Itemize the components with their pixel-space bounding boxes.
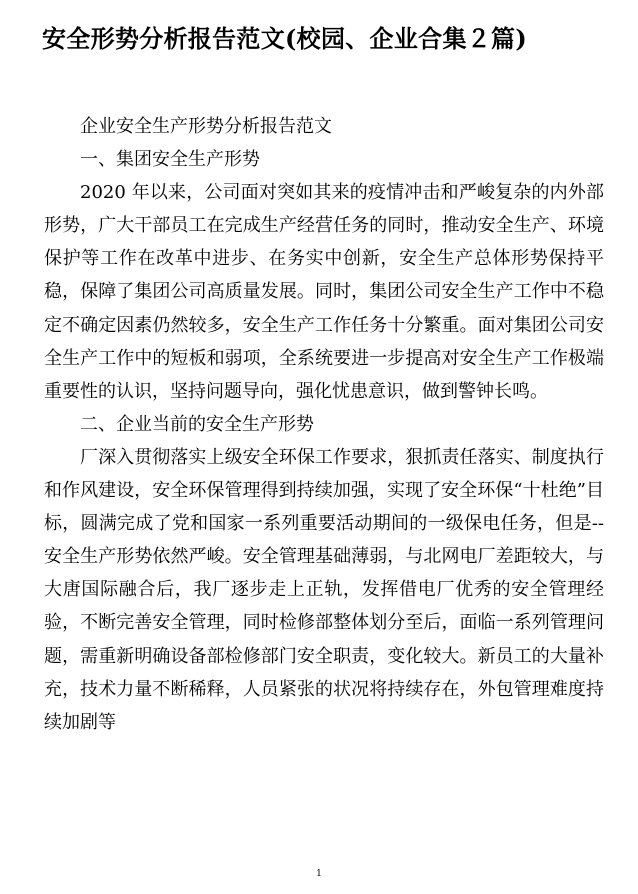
document-body bbox=[44, 110, 604, 739]
page-number: 1 bbox=[316, 869, 322, 879]
section-2-heading: 二、企业当前的安全生产形势 bbox=[80, 413, 314, 435]
subtitle: 企业安全生产形势分析报告范文 bbox=[80, 116, 332, 137]
section-2-paragraph: 厂深入贯彻落实上级安全环保工作要求，狠抓责任落实、制度执行和作风建设，安全环保管理得到持续加强，实现了安全环保“十杜绝”目标，圆满完成了党和国家一系列重要活动期间的一级保电任务，但是--安全生产形势依然严峻。安全管理基础薄弱，与北网电厂差距较大，与大唐国际融合后，我厂逐步走上正轨，发挥借电厂优秀的安全管理经验，不断完善安全管理，同时检修部整体划分至后，面临一系列管理问题，需重新明确设备部检修部门安全职责，变化较大。新员工的大量补充，技术力量不断稀释，人员紧张的状况将持续存在，外包管理难度持续加剧等 bbox=[44, 446, 604, 733]
document-title: 安全形势分析报告范文(校园、企业合集２篇) bbox=[42, 24, 528, 53]
section-1-heading: 一、集团安全生产形势 bbox=[80, 149, 260, 171]
section-1-paragraph: 2020 年以来，公司面对突如其来的疫情冲击和严峻复杂的内外部形势，广大干部员工在完成生产经营任务的同时，推动安全生产、环境保护等工作在改革中进步、在务实中创新，安全生产总体形势保持平稳，保障了集团公司高质量发展。同时，集团公司安全生产工作中不稳定不确定因素仍然较多，安全生产工作任务十分繁重。面对集团公司安全生产工作中的短板和弱项，全系统要进一步提高对安全生产工作极端重要性的认识，坚持问题导向，强化忧患意识，做到警钟长鸣。 bbox=[44, 182, 604, 402]
